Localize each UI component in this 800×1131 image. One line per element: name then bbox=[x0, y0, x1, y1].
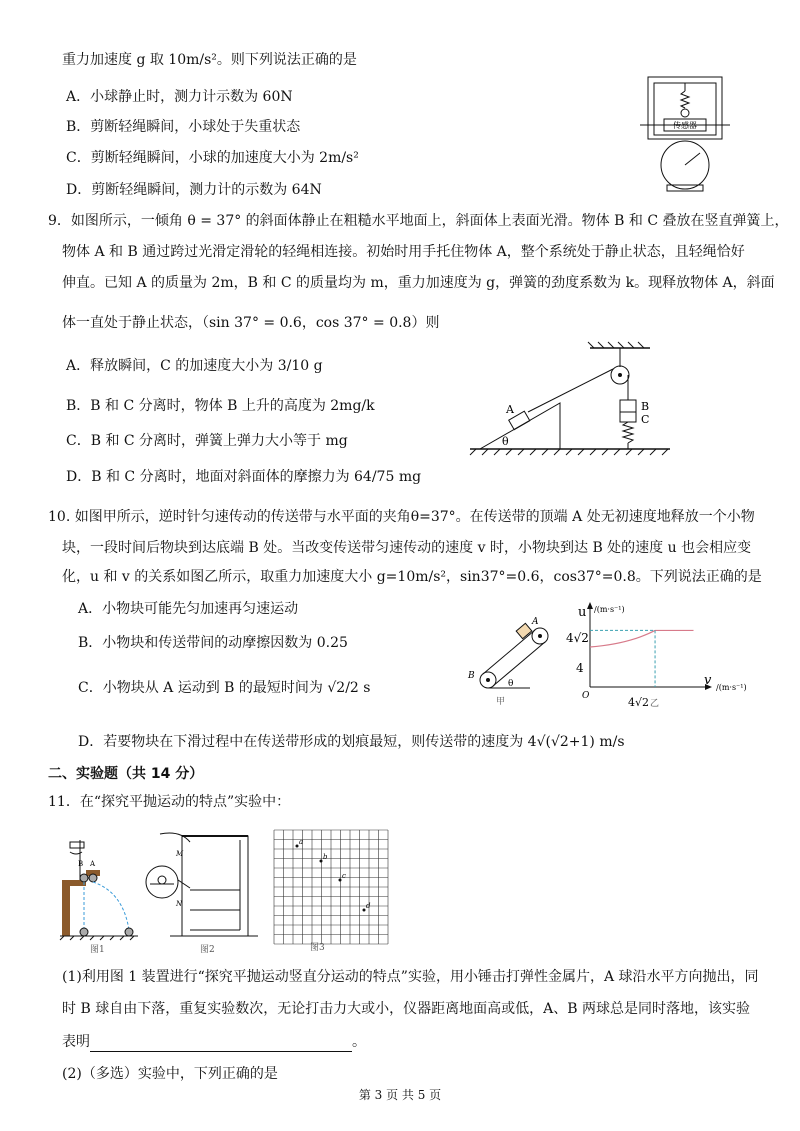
grid-point-b: b bbox=[323, 853, 328, 861]
q10-figure-yi-chart bbox=[560, 602, 770, 712]
q11-part2: (2)（多选）实验中，下列正确的是 bbox=[62, 1066, 278, 1082]
fig3-caption: 图3 bbox=[310, 943, 325, 953]
q10-stem-1: 10. 如图甲所示，逆时针匀速传动的传送带与水平面的夹角θ=37°。在传送带的顶端 A 处无初速度地释放一个小物 bbox=[48, 509, 755, 525]
q10-stem-2: 块，一段时间后物块到达底端 B 处。当改变传送带匀速传动的速度 v 时，小物块到达 B 处的速度 u 也会相应变 bbox=[62, 540, 752, 556]
q8-option-d: D．剪断轻绳瞬间，测力计的示数为 64N bbox=[66, 182, 322, 198]
q8-intro: 重力加速度 g 取 10m/s²。则下列说法正确的是 bbox=[62, 52, 357, 68]
q8-option-b: B．剪断轻绳瞬间，小球处于失重状态 bbox=[66, 119, 301, 135]
q9-option-b: B．B 和 C 分离时，物体 B 上升的高度为 2mg/k bbox=[66, 398, 375, 414]
yi-u-label: u bbox=[578, 605, 587, 620]
q8-option-c: C．剪断轻绳瞬间，小球的加速度大小为 2m/s² bbox=[66, 150, 359, 166]
yi-v-unit: /(m·s⁻¹) bbox=[716, 683, 747, 692]
q11-figure-2 bbox=[140, 830, 260, 955]
q11-figure-1 bbox=[60, 830, 140, 955]
q9-option-a: A．释放瞬间，C 的加速度大小为 3/10 g bbox=[66, 358, 323, 374]
q9-figure-incline bbox=[470, 345, 670, 460]
page-footer: 第 3 页 共 5 页 bbox=[358, 1088, 442, 1102]
label-theta: θ bbox=[502, 435, 509, 448]
grid-point-a: a bbox=[299, 838, 304, 846]
yi-u-unit: /(m·s⁻¹) bbox=[594, 605, 625, 614]
yi-caption: 乙 bbox=[650, 699, 660, 709]
q11-part1-end: 。 bbox=[352, 1034, 366, 1050]
q8-figure-scale bbox=[640, 75, 740, 195]
label-a: A bbox=[506, 403, 514, 416]
q11-part1-line1: (1)利用图 1 装置进行“探究平抛运动竖直分运动的特点”实验，用小锤击打弹性金属片，A 球沿水平方向抛出，同 bbox=[62, 969, 759, 985]
q10-figure-jia bbox=[460, 612, 570, 707]
q11-part1-line3 bbox=[62, 1032, 366, 1052]
q11-part1-line2: 时 B 球自由下落，重复实验数次，无论打击力大或小，仪器距离地面高或低，A、B 两球总是同时落地，该实验 bbox=[62, 1001, 751, 1017]
q10-option-b: B．小物块和传送带间的动摩擦因数为 0.25 bbox=[78, 635, 348, 651]
fig2-label-n: N bbox=[176, 900, 183, 908]
q11-stem: 11．在“探究平抛运动的特点”实验中： bbox=[48, 794, 291, 810]
q10-option-c: C．小物块从 A 运动到 B 的最短时间为 √2/2 s bbox=[78, 680, 371, 696]
grid-point-d: d bbox=[366, 902, 371, 910]
jia-label-theta: θ bbox=[508, 679, 514, 689]
sensor-label: 传感器 bbox=[673, 121, 697, 130]
section-2-title: 二、实验题（共 14 分） bbox=[48, 766, 204, 782]
label-c: C bbox=[641, 413, 650, 426]
grid-point-c: c bbox=[342, 872, 346, 880]
jia-label-b: B bbox=[468, 671, 475, 681]
q10-stem-3: 化，u 和 v 的关系如图乙所示，取重力加速度大小 g=10m/s²，sin37°=0.6，cos37°=0.8。下列说法正确的是 bbox=[62, 569, 762, 585]
fig2-label-m: M bbox=[176, 850, 184, 858]
q9-stem-1: 9．如图所示，一倾角 θ = 37° 的斜面体静止在粗糙水平地面上，斜面体上表面光滑。物体 B 和 C 叠放在竖直弹簧上， bbox=[48, 213, 789, 229]
q9-option-d: D．B 和 C 分离时，地面对斜面体的摩擦力为 64/75 mg bbox=[66, 469, 422, 485]
q9-stem-3: 伸直。已知 A 的质量为 2m，B 和 C 的质量均为 m，重力加速度为 g，弹簧的劲度系数为 k。现释放物体 A，斜面 bbox=[62, 275, 775, 291]
q10-option-d: D．若要物块在下滑过程中在传送带形成的划痕最短，则传送带的速度为 4√(√2+1) m/s bbox=[78, 734, 625, 750]
q9-option-c: C．B 和 C 分离时，弹簧上弹力大小等于 mg bbox=[66, 433, 348, 449]
label-b: B bbox=[641, 400, 650, 413]
fig1-caption: 图1 bbox=[90, 945, 105, 955]
fig2-caption: 图2 bbox=[200, 945, 215, 955]
q8-option-a: A．小球静止时，测力计示数为 60N bbox=[66, 89, 293, 105]
yi-v-label: v bbox=[704, 673, 712, 688]
q9-stem-4: 体一直处于静止状态，（sin 37° = 0.6，cos 37° = 0.8）则 bbox=[62, 315, 440, 331]
fig1-label-b: B bbox=[78, 860, 84, 868]
q11-part1-prefix: 表明 bbox=[62, 1034, 90, 1050]
q9-stem-2: 物体 A 和 B 通过跨过光滑定滑轮的轻绳相连接。初始时用手托住物体 A，整个系统处于静止状态，且轻绳恰好 bbox=[62, 244, 745, 260]
yi-y-low: 4 bbox=[576, 661, 584, 675]
q11-figure-3 bbox=[272, 828, 387, 953]
q10-option-a: A．小物块可能先匀加速再匀速运动 bbox=[78, 601, 299, 617]
u-v-curve bbox=[590, 630, 655, 647]
jia-label-a: A bbox=[532, 617, 539, 627]
yi-x-tick: 4√2 bbox=[628, 696, 650, 709]
yi-origin: O bbox=[582, 691, 590, 701]
yi-y-high: 4√2 bbox=[566, 631, 589, 645]
fig1-label-a: A bbox=[90, 860, 96, 868]
jia-caption: 甲 bbox=[496, 697, 506, 707]
q11-answer-blank[interactable] bbox=[90, 1037, 352, 1052]
